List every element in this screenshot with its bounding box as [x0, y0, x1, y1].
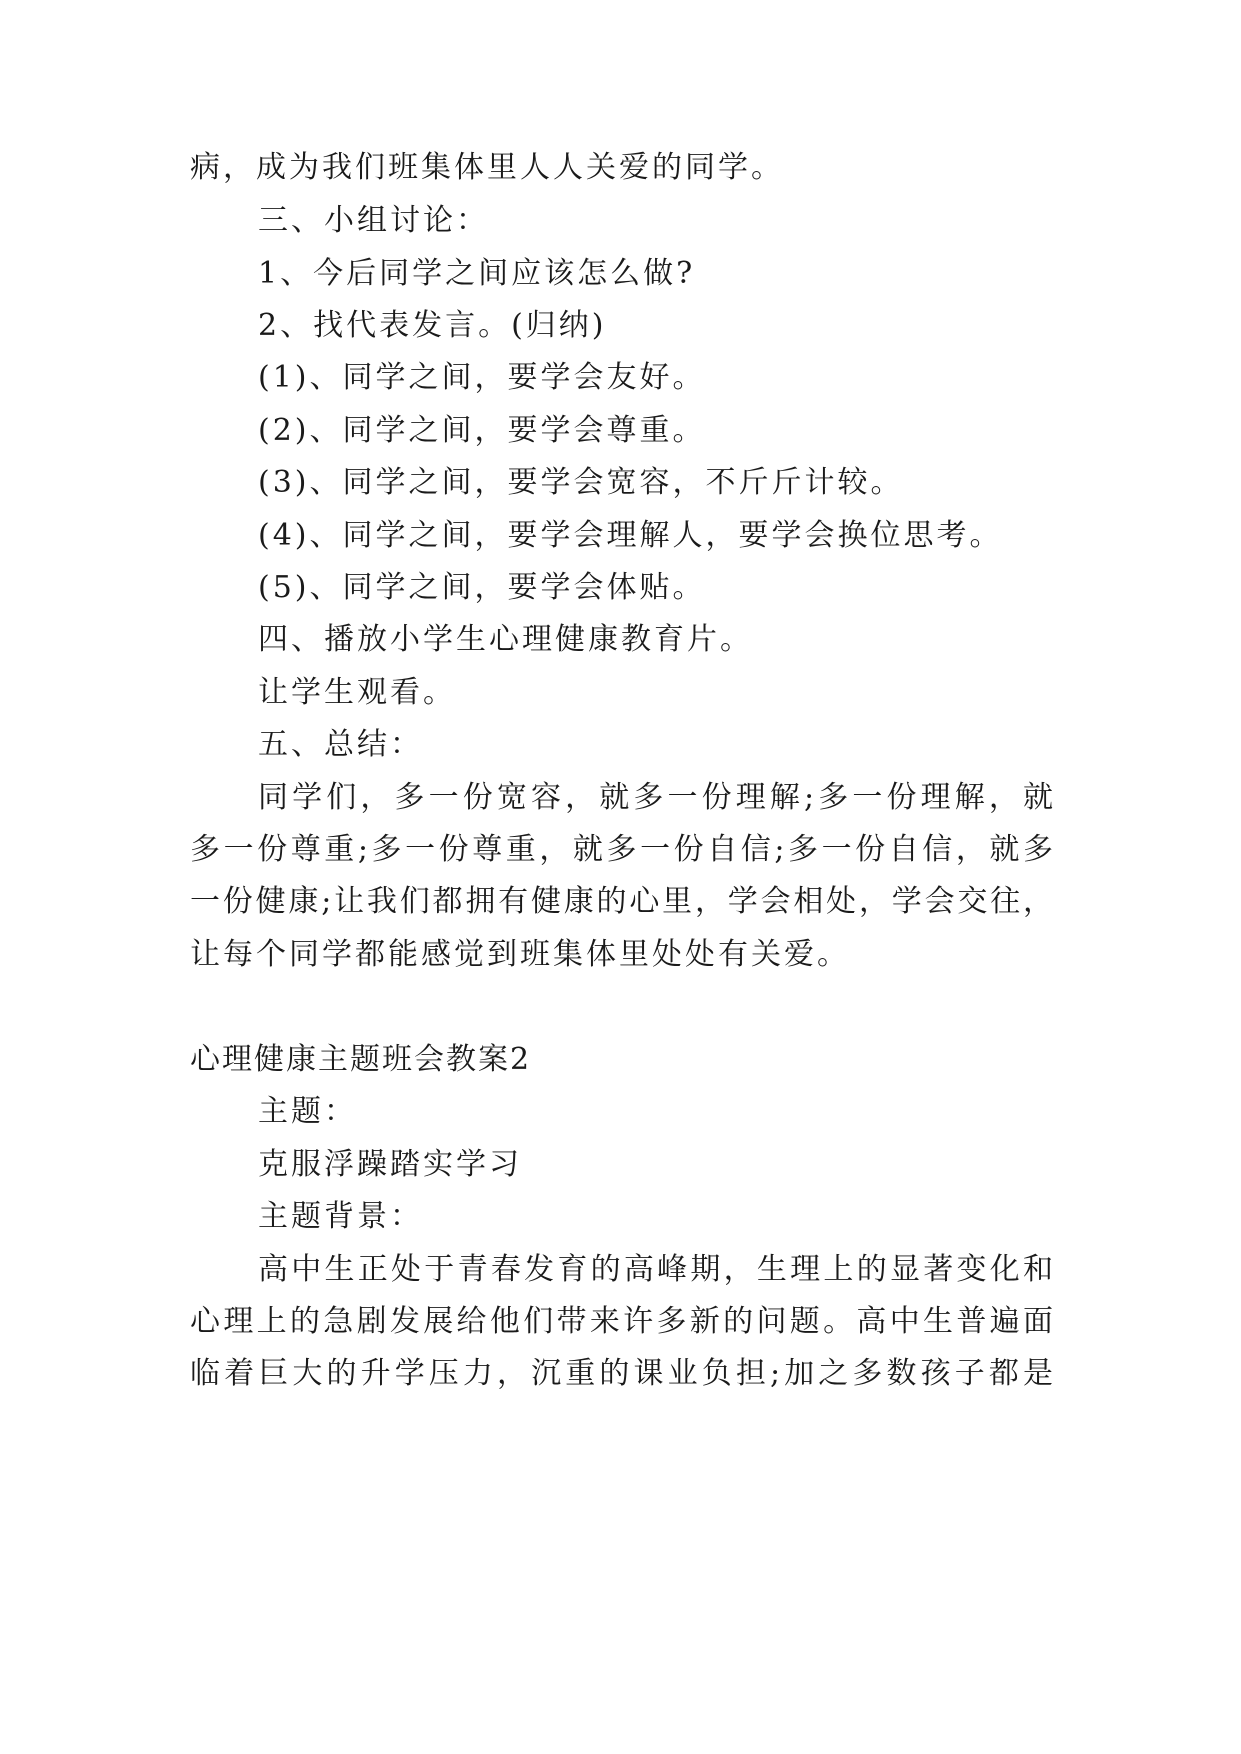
- summary-line: 同学们，多一份宽容，就多一份理解;多一份理解，就: [258, 780, 1054, 815]
- summary-line: 让每个同学都能感觉到班集体里处处有关爱。: [190, 937, 850, 972]
- background-line: 高中生正处于青春发育的高峰期，生理上的显著变化和: [258, 1252, 1054, 1287]
- summary-line: 多一份尊重;多一份尊重，就多一份自信;多一份自信，就多: [190, 832, 1054, 867]
- list-item: (5)、同学之间，要学会体贴。: [258, 570, 706, 605]
- background-label: 主题背景：: [258, 1199, 423, 1234]
- video-heading: 四、播放小学生心理健康教育片。: [258, 622, 753, 657]
- background-line: 心理上的急剧发展给他们带来许多新的问题。高中生普遍面: [190, 1304, 1054, 1339]
- question-2: 2、找代表发言。(归纳): [258, 308, 607, 343]
- question-1: 1、今后同学之间应该怎么做?: [258, 256, 696, 291]
- list-item: (4)、同学之间，要学会理解人，要学会换位思考。: [258, 518, 1003, 553]
- section-title: 心理健康主题班会教案2: [190, 1042, 532, 1077]
- video-note: 让学生观看。: [258, 675, 456, 710]
- summary-heading: 五、总结：: [258, 727, 423, 762]
- list-item: (2)、同学之间，要学会尊重。: [258, 413, 706, 448]
- theme-label: 主题：: [258, 1094, 357, 1129]
- paragraph-continuation: 病，成为我们班集体里人人关爱的同学。: [190, 150, 784, 185]
- list-item: (3)、同学之间，要学会宽容，不斤斤计较。: [258, 465, 904, 500]
- background-line: 临着巨大的升学压力，沉重的课业负担;加之多数孩子都是: [190, 1356, 1054, 1391]
- list-item: (1)、同学之间，要学会友好。: [258, 360, 706, 395]
- summary-line: 一份健康;让我们都拥有健康的心里，学会相处，学会交往，: [190, 884, 1054, 919]
- discussion-heading: 三、小组讨论：: [258, 203, 489, 238]
- theme-value: 克服浮躁踏实学习: [258, 1147, 522, 1182]
